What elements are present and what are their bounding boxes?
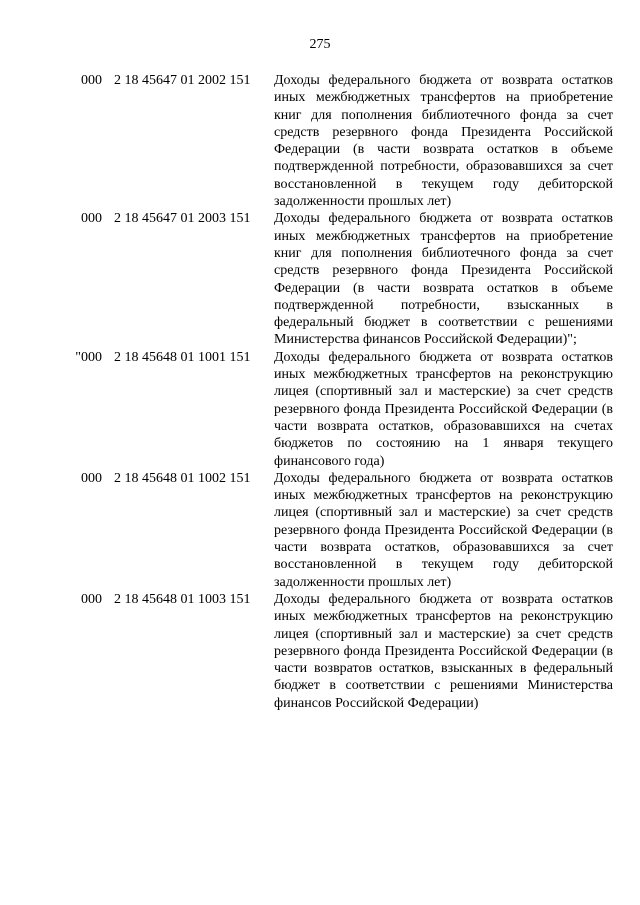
table-row xyxy=(0,591,640,712)
table-row xyxy=(0,349,640,470)
row-description: Доходы федерального бюджета от возврата остатков иных межбюджетных трансфертов на приобретение книг для пополнения библиотечного фонда за счет средств резервного фонда Президента Российской Федерации (в части возврата остатков в объеме подтвержденной потребности, взысканных в федеральный бюджет в соответствии с решениями Министерства финансов Российской Федерации)"; xyxy=(274,211,613,348)
table-row xyxy=(0,470,640,591)
row-description: Доходы федерального бюджета от возврата остатков иных межбюджетных трансфертов на реконструкцию лицея (спортивный зал и мастерские) за счет средств резервного фонда Президента Российской Федерации (в части возврата остатков, образовавшихся на счетах бюджетов по состоянию на 1 января текущего финансового года) xyxy=(274,349,613,469)
budget-code-table xyxy=(0,72,640,712)
admin-code: 000 xyxy=(81,211,102,227)
budget-classification-code: 2 18 45648 01 1002 151 xyxy=(114,470,251,486)
budget-classification-code: 2 18 45647 01 2003 151 xyxy=(114,211,251,227)
row-description: Доходы федерального бюджета от возврата остатков иных межбюджетных трансфертов на реконструкцию лицея (спортивный зал и мастерские) за счет средств резервного фонда Президента Российской Федерации (в части возвратов остатков, взысканных в федеральный бюджет в соответствии с решениями Министерства финансов Российской Федерации) xyxy=(274,591,613,711)
table-row xyxy=(0,210,640,348)
table-row xyxy=(0,72,640,210)
budget-classification-code: 2 18 45648 01 1001 151 xyxy=(114,349,251,365)
admin-code: 000 xyxy=(81,470,102,486)
page-number: 275 xyxy=(309,37,331,52)
admin-code: "000 xyxy=(75,349,102,365)
admin-code: 000 xyxy=(81,591,102,607)
budget-classification-code: 2 18 45648 01 1003 151 xyxy=(114,591,251,607)
admin-code: 000 xyxy=(81,73,102,88)
budget-classification-code: 2 18 45647 01 2002 151 xyxy=(114,73,251,88)
row-description: Доходы федерального бюджета от возврата остатков иных межбюджетных трансфертов на реконструкцию лицея (спортивный зал и мастерские) за счет средств резервного фонда Президента Российской Федерации (в части возврата остатков, образовавшихся за счет восстановленной в текущем году дебиторской задолженности прошлых лет) xyxy=(274,470,613,590)
row-description: Доходы федерального бюджета от возврата остатков иных межбюджетных трансфертов на приобретение книг для пополнения библиотечного фонда за счет средств резервного фонда Президента Российской Федерации (в части возврата остатков в объеме подтвержденной потребности, образовавшихся за счет восстановленной в текущем году дебиторской задолженности прошлых лет) xyxy=(274,73,613,210)
